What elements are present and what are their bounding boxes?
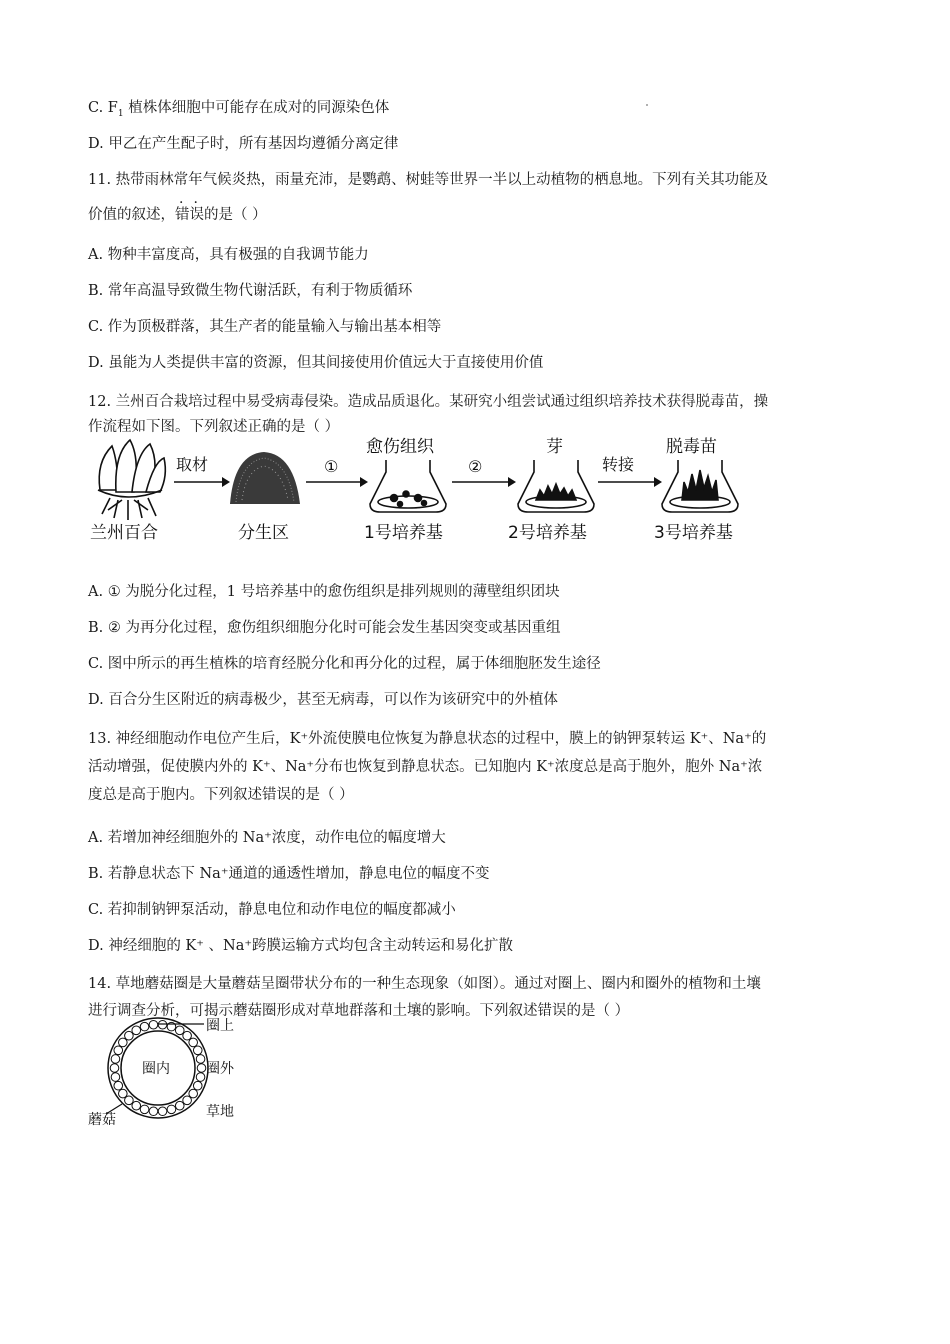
q13-stem-line2: 活动增强，促使膜内外的 K⁺、Na⁺分布也恢复到静息状态。已知胞内 K⁺浓度总是高于胞外，胞外 Na⁺浓 — [88, 759, 763, 775]
seedling-label: 脱毒苗 — [666, 437, 717, 457]
q13-stem-line3: 度总是高于胞内。下列叙述错误的是（ ） — [88, 787, 354, 803]
mushroom-dot — [193, 1081, 202, 1090]
mushroom-dot — [132, 1026, 141, 1035]
mushroom-dot — [119, 1038, 128, 1047]
q10-option-c: C. $F_1$ 植株体细胞中可能存在成对的同源染色体 — [88, 100, 390, 119]
mushroom-dot — [167, 1105, 176, 1114]
medium3-label: 3号培养基 — [654, 523, 733, 543]
arrow-head — [508, 477, 516, 487]
bud-label: 芽 — [546, 437, 563, 457]
mushroom-dot — [183, 1031, 192, 1040]
medium2-label: 2号培养基 — [508, 523, 587, 543]
mushroom-dot — [189, 1089, 198, 1098]
q12-option-c: C. 图中所示的再生植株的培育经脱分化和再分化的过程，属于体细胞胚发生途径 — [88, 656, 601, 672]
culture-flask-2-icon — [518, 460, 594, 512]
inside-label: 圈内 — [142, 1061, 170, 1077]
grassland-label: 草地 — [206, 1104, 234, 1120]
arrow-head — [222, 477, 230, 487]
region-label: 分生区 — [238, 523, 289, 543]
q13-stem-line1: 13. 神经细胞动作电位产生后，K⁺外流使膜电位恢复为静息状态的过程中，膜上的钠钾泵转运 K⁺、Na⁺的 — [88, 731, 767, 747]
q11-option-b: B. 常年高温导致微生物代谢活跃，有利于物质循环 — [88, 283, 413, 299]
q11-option-d: D. 虽能为人类提供丰富的资源，但其间接使用价值远大于直接使用价值 — [88, 355, 544, 371]
mushroom-dot — [119, 1089, 128, 1098]
on-ring-label: 圈上 — [206, 1018, 234, 1034]
q14-stem-line1: 14. 草地蘑菇圈是大量蘑菇呈圈带状分布的一种生态现象（如图）。通过对圈上、圈内和圈外的植物和土壤 — [88, 976, 761, 992]
tissue-culture-diagram — [88, 432, 768, 550]
q11-stem-line1: 11. 热带雨林常年气候炎热，雨量充沛，是鹦鹉、树蛙等世界一半以上动植物的栖息地。下列有关其功能及 — [88, 172, 769, 188]
mushroom-dot — [193, 1046, 202, 1055]
callus-label: 愈伤组织 — [366, 437, 434, 457]
q12-option-a: A. ① 为脱分化过程，1 号培养基中的愈伤组织是排列规则的薄壁组织团块 — [88, 584, 560, 600]
mushroom-dot — [196, 1073, 205, 1082]
mushroom-dot — [158, 1020, 167, 1029]
q13-option-d: D. 神经细胞的 K⁺ 、Na⁺跨膜运输方式均包含主动转运和易化扩散 — [88, 938, 514, 954]
mushroom-dot — [132, 1101, 141, 1110]
step3-label: ② — [468, 457, 483, 476]
mushroom-dot — [196, 1055, 205, 1064]
meristem-region-icon — [230, 452, 300, 504]
mushroom-dot — [114, 1081, 123, 1090]
emphasis-char: 误 — [189, 207, 204, 223]
arrow-head — [360, 477, 368, 487]
q12-stem-line1: 12. 兰州百合栽培过程中易受病毒侵染。造成品质退化。某研究小组尝试通过组织培养技术获得脱毒苗，操 — [88, 394, 769, 410]
mushroom-dot — [189, 1038, 198, 1047]
mushroom-dot — [158, 1107, 167, 1116]
q11-option-a: A. 物种丰富度高，具有极强的自我调节能力 — [88, 247, 369, 263]
medium1-label: 1号培养基 — [364, 523, 443, 543]
mushroom-dot — [175, 1026, 184, 1035]
mushroom-dot — [125, 1031, 134, 1040]
mushroom-dot — [111, 1055, 120, 1064]
mushroom-dot — [149, 1107, 158, 1116]
mushroom-dot — [140, 1105, 149, 1114]
step2-label: ① — [324, 457, 339, 476]
q13-option-b: B. 若静息状态下 Na⁺通道的通透性增加，静息电位的幅度不变 — [88, 866, 490, 882]
outside-label: 圈外 — [206, 1061, 234, 1077]
q10-option-d: D. 甲乙在产生配子时，所有基因均遵循分离定律 — [88, 136, 399, 152]
lily-bulb-icon — [98, 440, 165, 520]
mushroom-dot — [197, 1064, 206, 1073]
mushroom-label: 蘑菇 — [88, 1112, 116, 1128]
q12-option-d: D. 百合分生区附近的病毒极少，甚至无病毒，可以作为该研究中的外植体 — [88, 692, 558, 708]
q12-option-b: B. ② 为再分化过程，愈伤组织细胞分化时可能会发生基因突变或基因重组 — [88, 620, 561, 636]
mushroom-dot — [149, 1020, 158, 1029]
scan-speck — [646, 104, 648, 106]
culture-flask-1-icon — [370, 460, 446, 512]
mushroom-dot — [114, 1046, 123, 1055]
q13-option-a: A. 若增加神经细胞外的 Na⁺浓度，动作电位的幅度增大 — [88, 830, 446, 846]
q14-stem-line2: 进行调查分析，可揭示蘑菇圈形成对草地群落和土壤的影响。下列叙述错误的是（ ） — [88, 1003, 630, 1019]
mushroom-ring-diagram — [86, 1016, 266, 1131]
q12-stem-line2: 作流程如下图。下列叙述正确的是（ ） — [88, 419, 340, 435]
mushroom-dot — [140, 1022, 149, 1031]
emphasis-char: 错 — [175, 207, 190, 223]
mushroom-dot — [110, 1064, 119, 1073]
q13-option-c: C. 若抑制钠钾泵活动，静息电位和动作电位的幅度都减小 — [88, 902, 456, 918]
arrow-head — [654, 477, 662, 487]
step1-label: 取材 — [176, 455, 209, 474]
mushroom-dot — [175, 1101, 184, 1110]
mushroom-dot — [183, 1096, 192, 1105]
mushroom-dot — [111, 1073, 120, 1082]
q11-option-c: C. 作为顶极群落，其生产者的能量输入与输出基本相等 — [88, 319, 442, 335]
mushroom-dot — [125, 1096, 134, 1105]
plant-label: 兰州百合 — [90, 523, 158, 543]
culture-flask-3-icon — [662, 460, 738, 512]
step4-label: 转接 — [602, 455, 635, 474]
q11-stem-line2: 价值的叙述，错误的是（ ） — [88, 207, 267, 223]
